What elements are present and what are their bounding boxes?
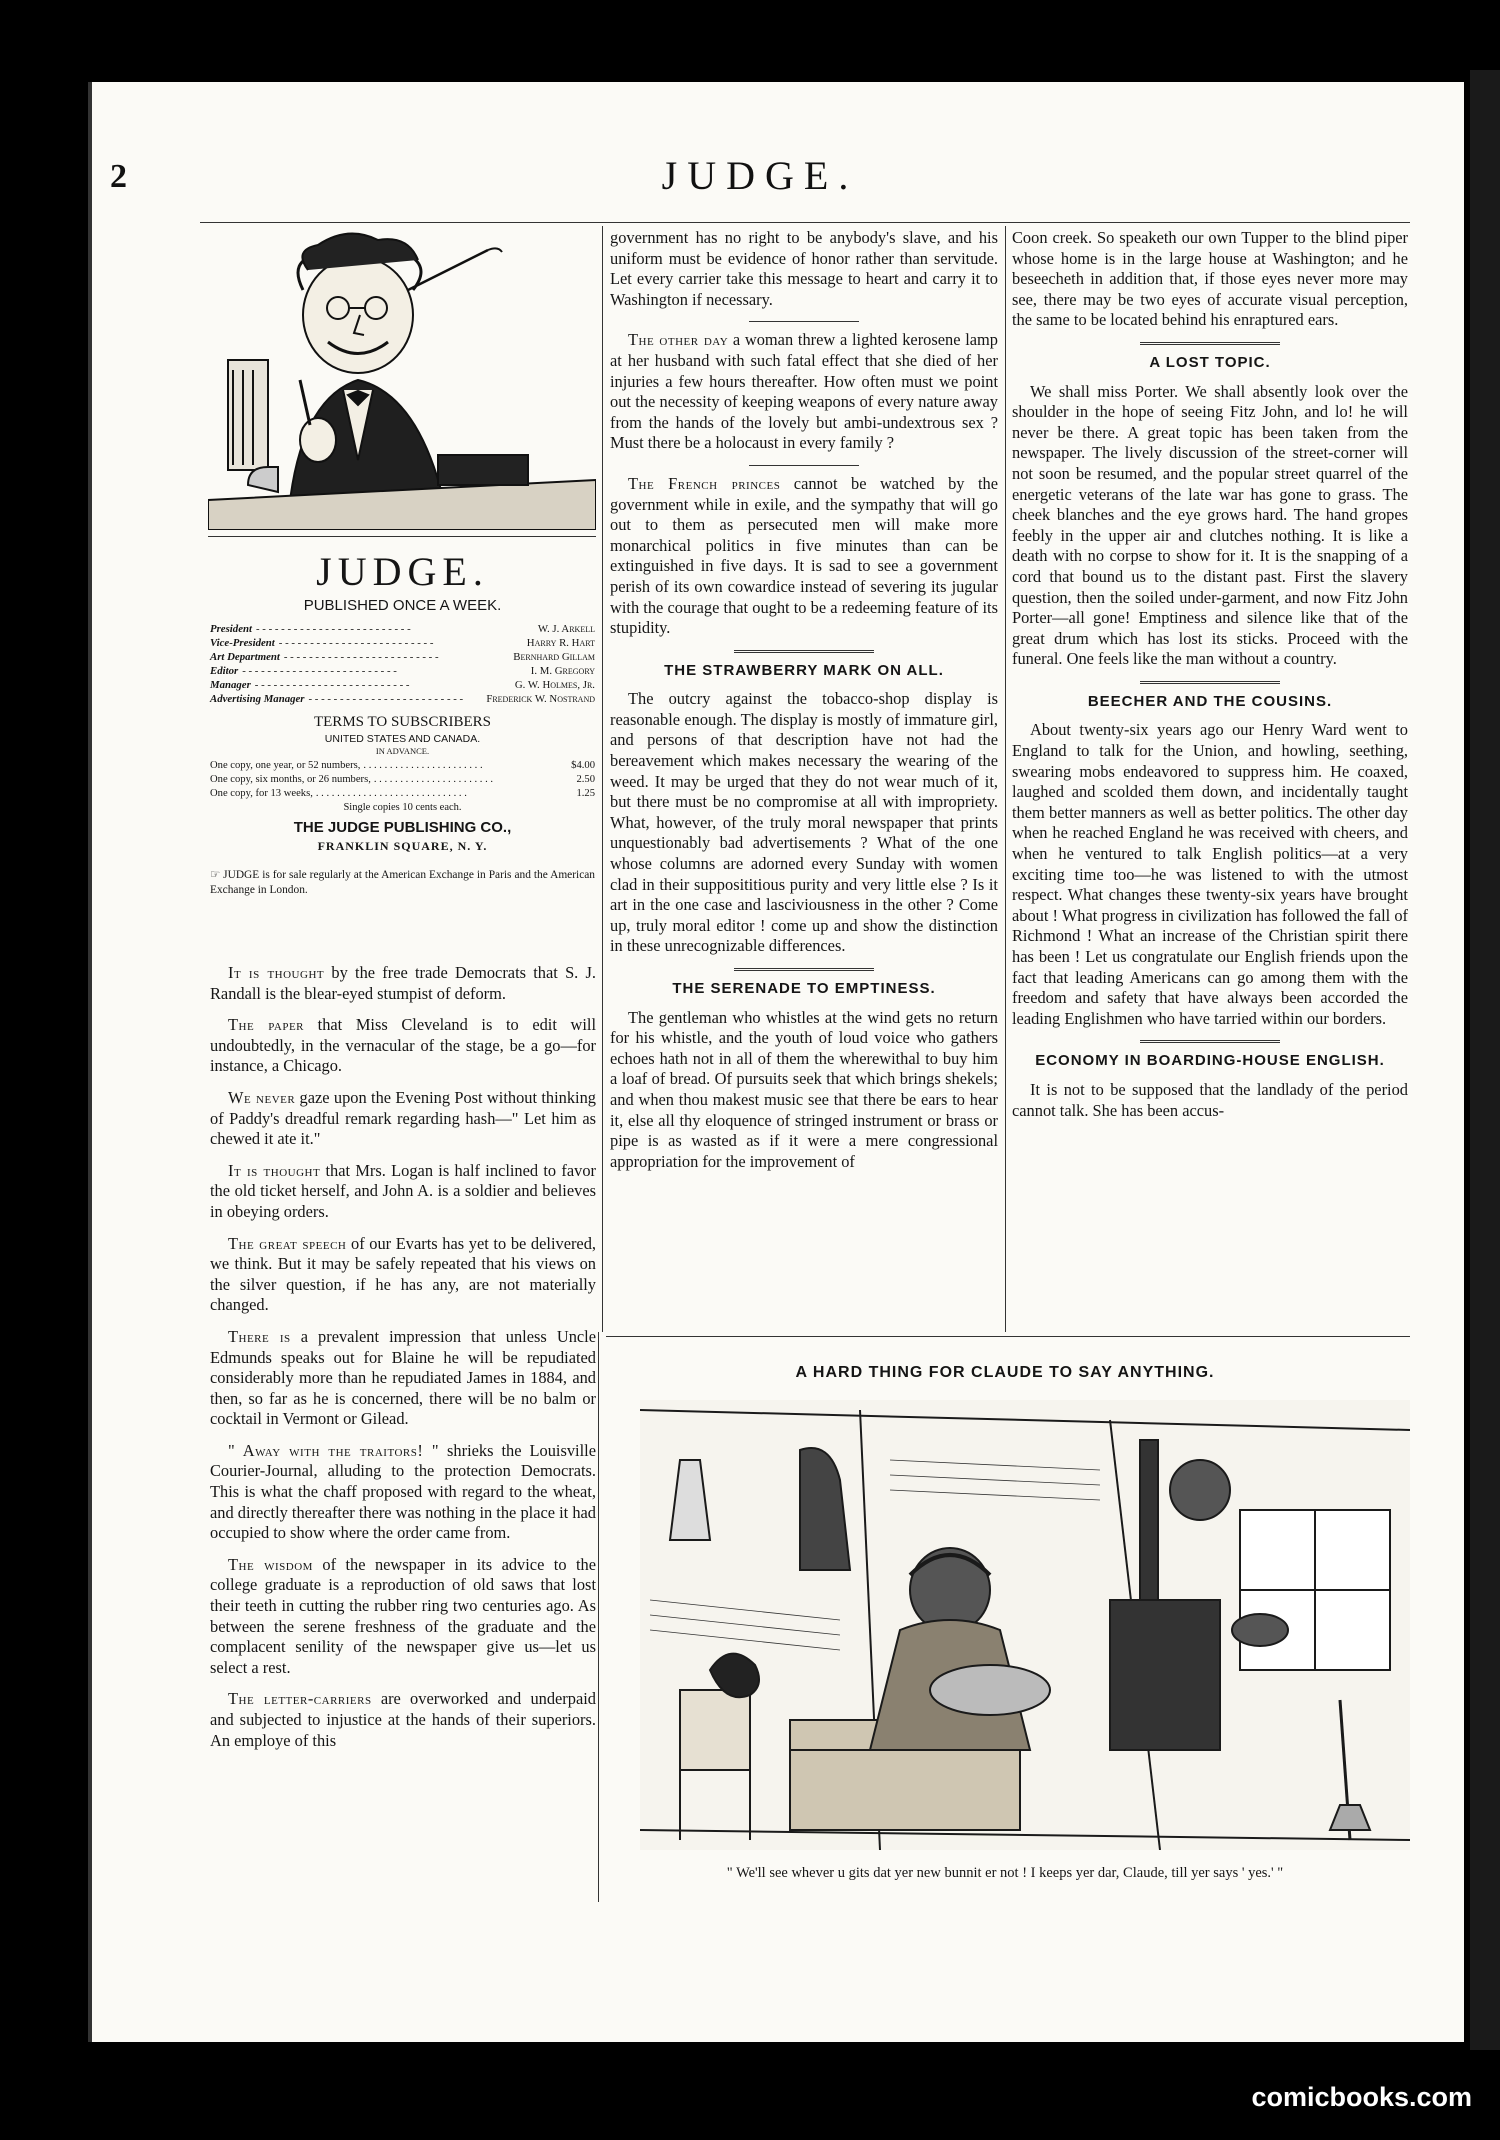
- column-divider-2: [1005, 226, 1006, 1332]
- separator-rule: [749, 321, 859, 322]
- price-row: One copy, one year, or 52 numbers, . . . . . . . . . . . . . . . . . . . . . . . $4.00: [210, 760, 595, 771]
- staff-row: Manager - - - - - - - - - - - - - - - - - - - - - - - - - G. W. Holmes, Jr.: [210, 679, 595, 691]
- page-number: 2: [110, 158, 127, 195]
- staff-row: Editor - - - - - - - - - - - - - - - - - - - - - - - - - I. M. Gregory: [210, 665, 595, 677]
- column-2-text: [610, 228, 998, 1183]
- publication-frequency: PUBLISHED ONCE A WEEK.: [303, 597, 502, 614]
- paragraph: About twenty-six years ago our Henry Ward went to England to talk for the Union, and howling, seething, swearing mobs endeavored to suppress him. He coaxed, laughed and scolded them down, and incidentally taught them better manners as well as better politics. The other day when he reached England he was received with cheers, and when he ventured to talk English politics—at a very exciting time too—he was listened to with the utmost respect. What changes these twenty-six years have brought about ! What progress in civilization has followed the fall of Richmond ! What an increase of the Christian spirit there has been ! Let us congratulate our English friends upon the fact that leading Americans can go among them with the freedom and safety that have always been accorded the leading Englishmen who have tarried within our borders.: [1012, 720, 1408, 1028]
- column-1-text: [210, 963, 596, 1762]
- publisher-address: FRANKLIN SQUARE, N. Y.: [317, 839, 488, 853]
- section-heading: THE STRAWBERRY MARK ON ALL.: [664, 661, 944, 679]
- cartoon-title: A HARD THING FOR CLAUDE TO SAY ANYTHING.: [795, 1364, 1215, 1381]
- terms-advance: IN ADVANCE.: [375, 746, 430, 756]
- price-row: One copy, for 13 weeks, . . . . . . . . . . . . . . . . . . . . . . . . . . . . . 1.25: [210, 788, 595, 799]
- cartoon-top-rule: [606, 1336, 1410, 1337]
- illustration-rule: [208, 536, 596, 537]
- paragraph: The paper that Miss Cleveland is to edit will undoubtedly, in the vernacular of the stage, be a go—for instance, a Chicago.: [210, 1015, 597, 1076]
- paragraph: The letter-carriers are overworked and underpaid and subjected to injustice at the hands of their superiors. An employe of this: [210, 1689, 596, 1750]
- paragraph: We never gaze upon the Evening Post without thinking of Paddy's dreadful remark regarding hash—" Let him as chewed it ate it.": [210, 1087, 596, 1149]
- column-divider-lower: [598, 1332, 599, 1902]
- single-copy-price: Single copies 10 cents each.: [343, 802, 462, 813]
- paragraph: The French princes cannot be watched by the government while in exile, and the sympathy that will go out to them as persecuted men will make more monarchical politics in five minutes than can be extinguished in five days. It is sad to see a government perish of its own cowardice instead of severing its jugular with the courage that ought to be a redeeming feature of its stupidity.: [610, 473, 998, 638]
- separator-rule: [749, 465, 859, 466]
- staff-list: [210, 622, 595, 706]
- staff-row: President - - - - - - - - - - - - - - - - - - - - - - - - - W. J. Arkell: [210, 623, 595, 635]
- staff-row: Advertising Manager - - - - - - - - - - - - - - - - - - - - - - - - - Frederick W. Nostrand: [210, 693, 595, 705]
- header-rule: [200, 222, 1410, 223]
- column-3-text: [1012, 228, 1408, 1132]
- masthead-title: JUDGE.: [316, 549, 489, 594]
- paragraph: The other day a woman threw a lighted kerosene lamp at her husband with such fatal effect that she died of her injuries a few hours thereafter. How often must we point out the necessity of keeping weapons of every nature away from the hands of the lovely but ambi-undextrous sex ? Must there be a holocaust in every family ?: [610, 330, 998, 453]
- page-masthead: JUDGE.: [661, 153, 859, 198]
- section-heading: A LOST TOPIC.: [1149, 353, 1271, 371]
- paragraph: There is a prevalent impression that unless Uncle Edmunds speaks out for Blaine he will be repudiated considerably more than he repudiated James in 1884, and then, so far as he is concerned, there will be no balm or cocktail in Vermont or Gilead.: [210, 1326, 596, 1429]
- separator-rule: [734, 650, 874, 653]
- paragraph: It is thought by the free trade Democrats that S. J. Randall is the blear-eyed stumpist of deform.: [210, 963, 597, 1003]
- sale-note: ☞ JUDGE is for sale regularly at the American Exchange in Paris and the American Exchange in London.: [210, 869, 595, 896]
- terms-region: UNITED STATES AND CANADA.: [324, 733, 481, 745]
- book-spine: [1470, 70, 1500, 2050]
- terms-title: TERMS TO SUBSCRIBERS: [313, 714, 491, 730]
- paragraph: government has no right to be anybody's slave, and his uniform must be evidence of honor rather than servitude. Let every carrier take this message to heart and carry it to Washington if necessary.: [610, 228, 998, 309]
- paragraph: It is thought that Mrs. Logan is half inclined to favor the old ticket herself, and John A. is a soldier and believes in obeying orders.: [210, 1160, 596, 1221]
- price-list: [210, 759, 595, 801]
- cartoon-illustration: [640, 1400, 1410, 1850]
- cartoon-caption: " We'll see whever u gits dat yer new bunnit er not ! I keeps yer dar, Claude, till yer says ' yes.' ": [726, 1865, 1284, 1881]
- price-row: One copy, six months, or 26 numbers, . . . . . . . . . . . . . . . . . . . . . . . 2.50: [210, 774, 595, 785]
- judge-editor-illustration: [208, 230, 596, 530]
- staff-row: Vice-President - - - - - - - - - - - - - - - - - - - - - - - - - Harry R. Hart: [210, 637, 595, 649]
- column-divider-1: [602, 226, 603, 1332]
- separator-rule: [1140, 681, 1280, 684]
- separator-rule: [1140, 342, 1280, 345]
- section-heading: ECONOMY IN BOARDING-HOUSE ENGLISH.: [1035, 1052, 1385, 1070]
- section-heading: THE SERENADE TO EMPTINESS.: [672, 980, 936, 997]
- section-heading: BEECHER AND THE COUSINS.: [1087, 692, 1333, 710]
- separator-rule: [734, 968, 874, 971]
- page-header: [110, 150, 1410, 210]
- paragraph: We shall miss Porter. We shall absently look over the shoulder in the hope of seeing Fitz John, and lo! he will never be there. A great topic has been taken from the newspaper. The lively discussion of the street-corner will not soon be resumed, and the popular street quarrel of the energetic veterans of the late war has gone to grass. The cheek blanches and the eye grows hard. The hand gropes feebly in the upper air and clutches nothing. It is like a death with no corpse to show for it. It is the snapping of a cord that bound us to the distant past. First the slavery question, then the soiled under-garment, and now Fitz John Porter—all gone! Emptiness and silence like that of the great drum which has lost its sticks. Proceed with the funeral. One feels like the man without a country.: [1012, 381, 1408, 669]
- paragraph: The outcry against the tobacco-shop display is reasonable enough. The display is mostly of immature girl, and persons of that description have not had the bereavement which makes necessary the wearing of the weed. It may be urged that they do not wear much of it, but there must be no compromise at all with impropriety. What, however, of the truly moral newspaper that prints unquestionably bad advertisements ? What of the one whose columns are adorned every Sunday with women clad in their supposititious purity and very little else ? Is it art in the one case and lasciviousness in the other ? Come up, truly moral editor ! come up and show the distinction in these unrecognizable differences.: [610, 689, 998, 956]
- masthead-box: [210, 548, 595, 897]
- paragraph: The great speech of our Evarts has yet to be delivered, we think. But it may be safely repeated that his views on the silver question, if he has any, are not materially changed.: [210, 1233, 596, 1315]
- paragraph: The gentleman who whistles at the wind gets no return for his whistle, and the youth of loud voice who gathers echoes hath not in all of them the wherewithal to buy him a loaf of bread. Of pursuits seek that which brings shekels; and when thou makest music see that there be ears to hear it, else all thy eloquence of stringed instrument or brass or pipe is as wasted as if it were a mere congressional appropriation for the improvement of: [610, 1007, 998, 1171]
- paragraph: It is not to be supposed that the landlady of the period cannot talk. She has been accus-: [1012, 1079, 1408, 1120]
- paragraph: The wisdom of the newspaper in its advice to the college graduate is a reproduction of old saws that lost their teeth in cutting the rubber ring two centuries ago. As between the serene freshness of the graduate and the complacent senility of the newspaper give us—let us select a rest.: [210, 1554, 596, 1677]
- staff-row: Art Department - - - - - - - - - - - - - - - - - - - - - - - - - Bernhard Gillam: [210, 651, 595, 663]
- site-watermark: comicbooks.com: [1251, 2082, 1472, 2112]
- paragraph: " Away with the traitors! " shrieks the Louisville Courier-Journal, alluding to the protection Democrats. This is what the chaff proposed with regard to the wheat, and directly thereafter there was nothing in the place it had occupied to show where the order came from.: [210, 1440, 596, 1543]
- publisher-name: THE JUDGE PUBLISHING CO.,: [293, 819, 512, 836]
- separator-rule: [1140, 1040, 1280, 1043]
- paragraph: Coon creek. So speaketh our own Tupper to the blind piper whose home is in the large house at Washington; and he beseecheth in addition that, if those eyes never more may see, there may be two eyes of accurate visual perception, the same to be located behind his enraptured ears.: [1012, 228, 1408, 330]
